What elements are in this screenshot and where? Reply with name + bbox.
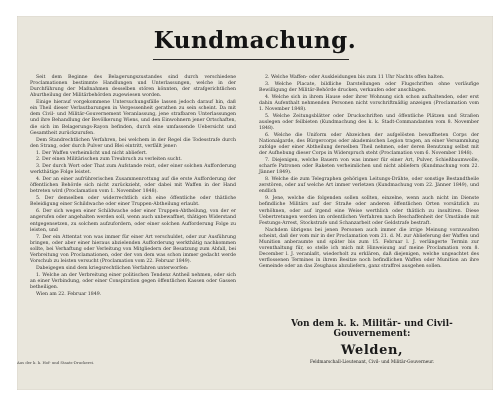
signature-name: Welden, — [340, 343, 404, 358]
left-paragraph: Einige hierauf vorgekommene Untersuchungsfälle lassen jedoch darauf hin, daß ein Theil dieser Verlautbarungen in Vergessenheit gerathen zu sein scheint. Da mit dem Civil- und Militär-Gouvernement Veranlassung, jene strafbaren Unterlassungen und ihre Behandlung der Bevölkerung Wiens, und den Einwohnern jener Ortschaften, die sich im Belagerungs-Rayon befinden, durch eine umfassende Uebersicht und Gesamtheit zurückzurufen. — [30, 100, 236, 136]
left-paragraph: 7. Der ein Attentat von was immer für einer Art verschuldet, oder zur Ausführung bringen, oder aber einer hieraus abzielenden Aufforderung werkthätig nachkommen sollte, bei Verhaftung oder Verleitung von Mitgliedern der Besatzung zum Abfall, bei Verbreitung von Proclamationen, oder der von dem was schon immer gedacht werde Vorschub zu leisten versucht (Proclamation vom 22. Februar 1849). — [30, 234, 236, 264]
left-column — [30, 75, 236, 299]
left-paragraph: Seit dem Beginne des Belagerungszustandes sind durch verschiedene Proclamationen bestimmte Handlungen und Unterlassungen, welche in der Durchführung der Maßnahmen desselben stören könnten, der strafgerichtlichen Aburtheilung der Militärbehörden zugewiesen worden. — [30, 75, 236, 99]
right-paragraph: 8. Welche die zum Telegraphen gehörigen Leitungs-Drähte, oder sonstige Bestandtheile zerstören, oder auf welche Art immer verletzen (Kundmachung vom 22. Jänner 1849), und endlich — [259, 177, 479, 195]
signature-rank: Feldmarschall-Lieutenant, Civil- und Militär-Gouverneur. — [309, 360, 435, 365]
right-paragraph: 9. Jene, welche die folgenden sollen sollten, einzelne, wenn auch nicht im Dienste befindliche Militärs auf der Straße oder anderen öffentlichen Orten vorsätzlich zu verhöhnen, oder auf irgend eine Weise werthlich oder thätlich zu insultiren. Diese Uebertretungen werden im ordentlichen Verfahren nach Beschaffenheit der Umstände mit Festungs-Arrest, Stockstrafe und Schanzarbeit oder Geldstrafe bestraft. — [259, 196, 479, 226]
right-paragraph: 6. Welche die Uniform oder Abzeichen der aufgelösten bewaffneten Corps der Nationalgarde, des Bürgercorps oder akademischen Legion tragen, an einer Versammlung zufolge oder einer Abtheilung derselben Theil nehmen, oder deren Benutzung selbst mit der Aufhebung dieser Corps in Widerspruch steht (Proclamation vom 6. November 1848). — [259, 133, 479, 157]
left-paragraph: 6. Der sich wegen einer Schildwache oder einer Truppen-Abtheilung, von der er angerufen oder angehalten werden soll, wenn auch unbewaffnet, thätigen Widerstand entgegensetzen, zu solchem aufzufordern, oder einer solchen Aufforderung Folge zu leisten, und — [30, 209, 236, 233]
printer-imprint: Aus der k. k. Hof- und Staats-Druckerei. — [17, 360, 95, 365]
right-paragraph: 4. Welche sich in ihrem Hause oder ihrer Wohnung sich schon aufhaltenden, oder erst dahin Aufenthalt nehmenden Personen nicht vorschriftmäßig anzeigen (Proclamation vom 1. November 1848). — [259, 94, 479, 113]
right-paragraph: 7. Diejenigen, welche Bauern von was immer für einer Art, Pulver, Schießbaumwolle, scharfe Patronen oder Raketen verheimlichen und nicht abliefern (Kundmachung vom 22. Jänner 1849). — [259, 158, 479, 176]
left-paragraph: Dem Standrechtlichen Verfahren, bei welchem in der Regel die Todesstrafe durch den Strang, oder durch Pulver und Blei eintritt, verfällt jener: — [30, 137, 236, 149]
left-paragraph: 1. Der Waffen verheimlicht und nicht abliefert. — [36, 150, 148, 156]
right-column — [259, 75, 479, 271]
document-title: Kundmachung. — [153, 27, 357, 54]
document-date: Wien am 22. Februar 1849. — [36, 291, 102, 297]
title-rule — [153, 59, 349, 60]
signature-authority: Von dem k. k. Militär- und Civil-Gouvernement: — [291, 319, 453, 339]
signature-block — [265, 319, 479, 365]
right-paragraph: 3. Welche Placate, bildliche Darstellungen oder Flugschriften ohne vorläufige Bewilligung der Militär-Behörde drucken, verkaufen oder anschlagen. — [259, 81, 479, 93]
right-paragraph: 2. Welche Waffen- oder Auskleidungen bis zum 11 Uhr Nachts offen halten. — [265, 75, 445, 80]
right-paragraph: Nachdem übrigens bei jenen Personen auch immer die irrige Meinung vorzuwalten scheint, daß der vom mir in der Proclamation vom 21. d. M. zur Ablieferung der Waffen und Munition anberaumte und später bis zum 15. Februar l. J. verlängerte Termin zur vorenthaltung für, so stelle ich mich mit Hinweisung auf meine Proclamation vom 8. December l. J. veranlaßt, wiederholt zu erklären, daß diejenigen, welche ungeachtet des verflossenen Termines in ihrem Besitze noch befindlichen Waffen oder Munition an ihre Gemeinde oder an das Zeughaus abzuliefern, ganz straffrei ausgehen sollen. — [259, 227, 479, 270]
left-paragraph: 5. Der demselben oder widerrechtlich sich eine öffentliche oder thätliche Beleidigung einer Schildwache oder einer Truppen-Abtheilung erlaubt. — [30, 196, 236, 208]
left-paragraph: 4. Der an einer aufrührerischen Zusammenrottung auf die erste Aufforderung der öffentlichen Behörde sich nicht zurückzieht, oder dabei mit Waffen in der Hand betreten wird (Proclamation vom 1. November 1848). — [30, 177, 236, 195]
right-paragraph: 5. Welche Zeitungsblätter oder Druckschriften und öffentliche Plätzen und Straßen auslegen oder feilbieten (Kundmachung des k. k. Stadt-Commandanten vom 8. November 1848). — [259, 113, 479, 132]
left-paragraph: 1. Welche an der Verbreitung einer politischen Tendenz Antheil nehmen, oder sich an einer Verbindung, oder einer Conspiration gegen öffentlichen Kassen oder Gassen betheiligen. — [30, 272, 236, 290]
left-paragraph: 3. Der durch Wort oder That zum Aufstande reizt, oder einer solchen Aufforderung werkthätige Folge leistet. — [30, 164, 236, 176]
left-paragraph: Dabeigegen sind dem kriegsrechtlichen Verfahren unterworfen: — [36, 265, 189, 271]
left-paragraph: 2. Der einen Militärischen zum Treubruch zu verleiten sucht. — [36, 157, 182, 163]
proclamation-sheet — [17, 16, 493, 390]
